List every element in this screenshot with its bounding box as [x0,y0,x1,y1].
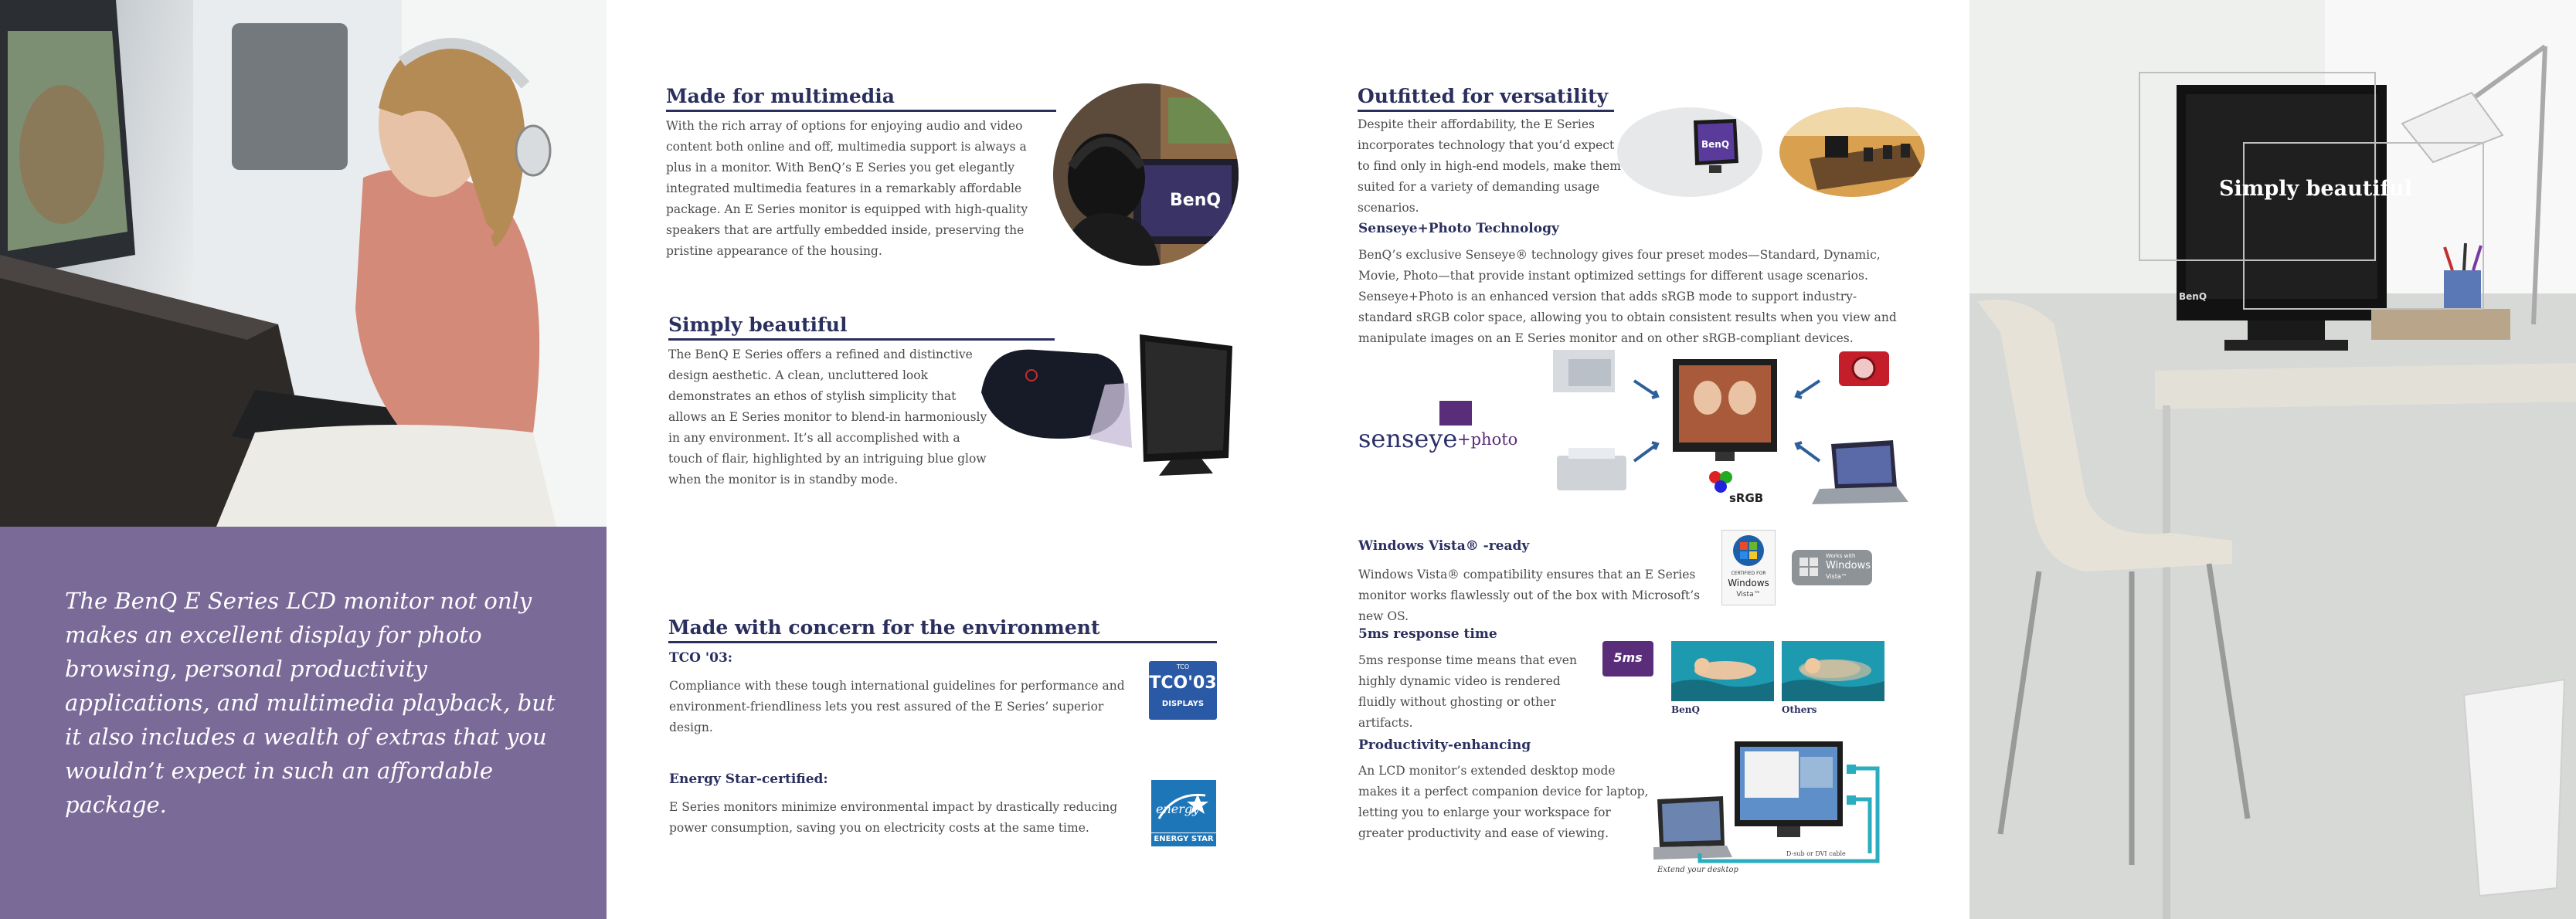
productivity-title: Productivity-enhancing [1358,738,1531,753]
swimmer-others-image [1782,641,1884,701]
vista-badge2-line3: Vista™ [1826,573,1847,580]
benq-screen-logo: BenQ [1170,191,1222,210]
5ms-badge-text: 5ms [1613,650,1643,665]
intro-quote: The BenQ E Series LCD monitor not only makes an excellent display for photo browsing, personal productivity applications, and multimedia playback, but it also includes a wealth of extras that you wouldn’t expect in such an affordable package. [65,588,556,818]
swimmer-benq-image [1671,641,1774,701]
senseye-body: BenQ’s exclusive Senseye® technology gives four preset modes—Standard, Dynamic, Movie, Photo—that provide instant optimized settings for different usage scenarios. Senseye+Photo is an enhanced version that adds sRGB mode to support industry-standard sRGB color space, allowing you to obtain consistent results when you view and manipulate images on an E Series monitor and on other sRGB-compliant devices. [1358,248,1897,345]
versatility-rule [1358,110,1614,112]
vista-badge1-line1: CERTIFIED FOR [1731,571,1766,576]
vista-badge2-line2: Windows [1826,560,1871,571]
environment-title: Made with concern for the environment [668,616,1100,639]
senseye-logo-plus: +photo [1457,430,1518,449]
label-others: Others [1782,704,1817,715]
simply-beautiful-caption: Simply beautiful [2219,177,2412,201]
energy-body: E Series monitors minimize environmental impact by drastically reducing power consumption, saving you on electricity costs at the same time. [669,800,1118,835]
energy-title: Energy Star-certified: [669,771,828,787]
senseye-title: Senseye+Photo Technology [1358,221,1559,236]
vista-badge1-line2: Windows [1728,578,1769,588]
monitor-standby-image [981,331,1240,477]
right-monitor-brand: BenQ [2179,291,2207,302]
beautiful-body: The BenQ E Series offers a refined and distinctive design aesthetic. A clean, uncluttered look demonstrates an ethos of stylish simplicity that allows an E Series monitor to blend-in harmoniously in any environment. It’s all accomplished with a touch of flair, highlighted by an intriguing blue glow when the monitor is in standby mode. [668,348,987,487]
multimedia-title: Made for multimedia [666,85,895,107]
conference-room-image [1779,105,1925,199]
response-title: 5ms response time [1358,626,1497,642]
environment-rule [668,641,1217,643]
tco-title: TCO '03: [669,650,733,666]
vista-title: Windows Vista® -ready [1358,538,1530,554]
caption-cable: D-sub or DVI cable [1786,850,1846,857]
label-benq: BenQ [1671,704,1700,715]
multimedia-body: With the rich array of options for enjoying audio and video content both online and off, multimedia support is always a plus in a monitor. With BenQ’s E Series you get elegantly integrated multimedia features in a remarkably affordable package. An E Series monitor is equipped with high-quality speakers that are artfully embedded inside, preserving the pristine appearance of the housing. [666,119,1028,258]
response-body: 5ms response time means that even highly dynamic video is rendered fluidly without ghosting or other artifacts. [1358,653,1577,730]
works-with-vista-badge [1792,550,1872,585]
vista-body: Windows Vista® compatibility ensures that an E Series monitor works flawlessly out of the box with Microsoft’s new OS. [1358,568,1701,623]
monitor-on-desk-photo [1969,0,2576,919]
tco-logo-top: TCO [1176,663,1190,670]
tco03-logo [1149,661,1217,720]
versatility-monitor-image [1616,105,1763,199]
woman-with-headphones-photo [0,0,607,527]
energy-star-logo [1151,780,1216,846]
certified-vista-badge [1721,530,1776,605]
energy-logo-script: energy [1156,802,1200,816]
beautiful-title: Simply beautiful [668,314,848,336]
tco-logo-main: TCO'03 [1149,673,1217,693]
productivity-body: An LCD monitor’s extended desktop mode makes it a perfect companion device for laptop, letting you to enlarge your workspace for greater productivity and ease of viewing. [1358,764,1649,840]
versatility-screen-logo: BenQ [1701,139,1730,150]
caption-extend-desktop: Extend your desktop [1657,866,1738,874]
multimedia-rule [666,110,1056,112]
extend-desktop-diagram [1653,738,1885,884]
right-photo-panel [1969,0,2576,919]
versatility-title: Outfitted for versatility [1358,85,1609,107]
senseye-logo-mark [1439,401,1472,426]
energy-logo-label: ENERGY STAR [1151,833,1216,843]
srgb-device-diagram [1545,344,1908,517]
vista-badge2-line1: Works with [1826,553,1856,559]
headphones-user-image [1052,82,1239,267]
vista-badge1-line3: Vista™ [1736,591,1761,599]
tco-body: Compliance with these tough international guidelines for performance and environment-friendliness lets you rest assured of the E Series’ superior design. [669,679,1125,734]
srgb-label: sRGB [1729,491,1764,505]
senseye-logo-word: senseye [1358,424,1458,453]
versatility-body: Despite their affordability, the E Series incorporates technology that you’d expect to find only in high-end models, make them suited for a variety of demanding usage scenarios. [1358,117,1621,215]
tco-logo-bottom: DISPLAYS [1161,700,1205,708]
5ms-badge [1602,641,1653,677]
